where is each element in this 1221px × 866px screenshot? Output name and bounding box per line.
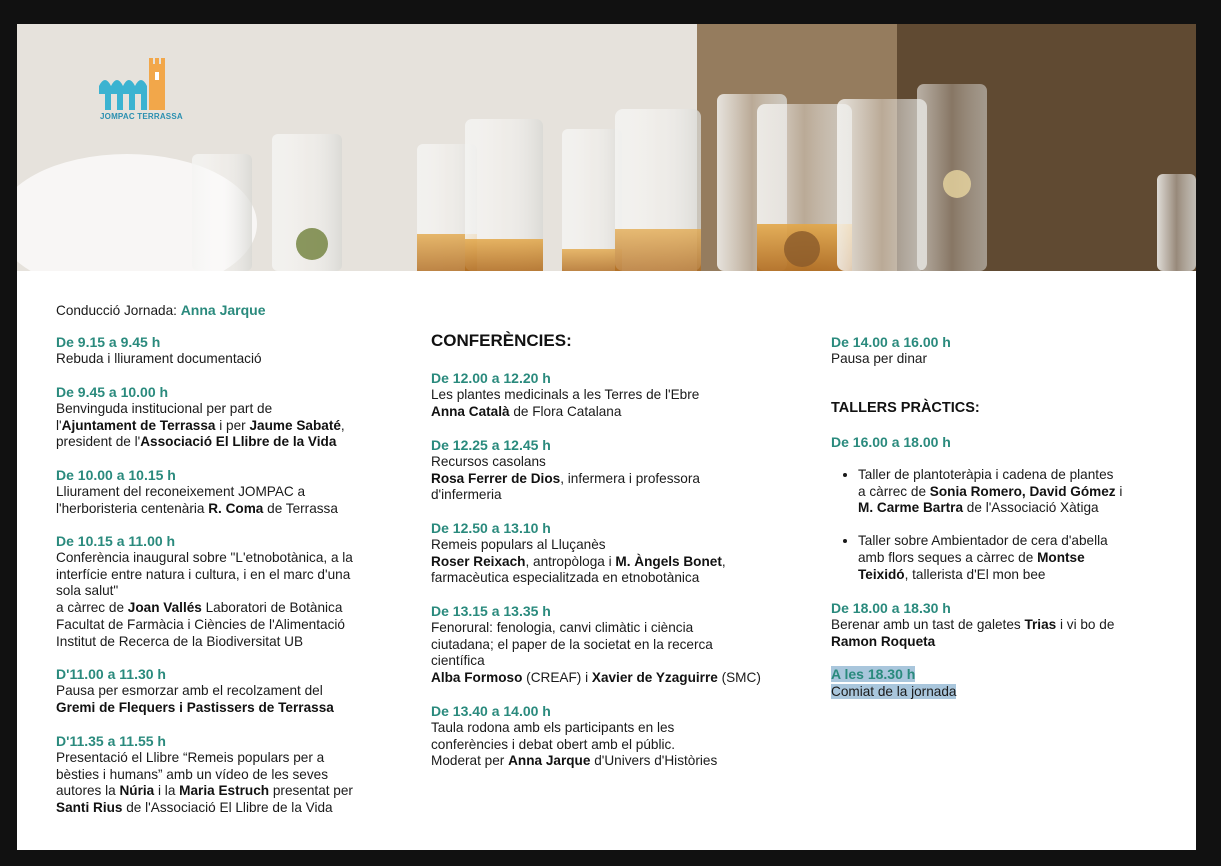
program-page (17, 24, 1196, 850)
block-1800 (831, 600, 1161, 650)
time-label: De 12.50 a 13.10 h (431, 520, 551, 536)
block-text: l'herboristeria centenària R. Coma de Terrassa (56, 500, 338, 516)
conduccio-name: Anna Jarque (180, 302, 266, 318)
conf-1200 (431, 370, 791, 420)
block-text: Moderat per Anna Jarque d'Univers d'Històries (431, 753, 718, 769)
time-label: D'11.35 a 11.55 h (56, 733, 166, 749)
time-label: De 18.00 a 18.30 h (831, 600, 951, 616)
block-text: Institut de Recerca de la Biodiversitat UB (56, 633, 304, 649)
block-text: Santi Rius de l'Associació El Llibre de la Vida (56, 800, 333, 816)
time-label: De 10.15 a 11.00 h (56, 533, 176, 549)
time-label: De 13.40 a 14.00 h (431, 703, 551, 719)
block-text: Roser Reixach, antropòloga i M. Àngels Bonet, (431, 553, 726, 569)
block-text: Pausa per dinar (831, 350, 927, 366)
block-0945 (56, 384, 396, 451)
block-text: autores la Núria i la Maria Estruch presentat per (56, 783, 353, 799)
workshop-item: • Taller de plantoteràpia i cadena de plantes a càrrec de Sonia Romero, David Gómez i M. Carme Bartra de l'Associació Xàtiga (858, 467, 1161, 517)
logo-text: JOMPAC TERRASSA (100, 112, 183, 121)
conferencies-heading: CONFERÈNCIES: (431, 331, 572, 350)
block-text: Rebuda i lliurament documentació (56, 350, 262, 366)
block-text: Berenar amb un tast de galetes Trias i vi bo de (831, 616, 1115, 632)
block-text: d'infermeria (431, 487, 502, 503)
time-label: D'11.00 a 11.30 h (56, 666, 166, 682)
tallers-heading: TALLERS PRÀCTICS: (831, 400, 980, 416)
block-text: Benvinguda institucional per part de (56, 400, 273, 416)
block-1600 (831, 434, 1161, 600)
block-1015 (56, 533, 396, 651)
block-text: Facultat de Farmàcia i Ciències de l'Alimentació (56, 616, 345, 632)
block-text: Anna Català de Flora Catalana (431, 403, 622, 419)
block-text: Conferència inaugural sobre "L'etnobotànica, a la (56, 549, 353, 565)
block-0915 (56, 334, 396, 368)
conduccio-line (56, 302, 396, 320)
hero-photo-bottles (17, 24, 1196, 271)
block-text: conferències i debat obert amb el públic. (431, 736, 676, 752)
block-text: l'Ajuntament de Terrassa i per Jaume Sabaté, (56, 417, 345, 433)
time-label: De 12.25 a 12.45 h (431, 437, 551, 453)
block-text: interfície entre natura i cultura, i en el marc d'una (56, 566, 351, 582)
block-1830 (831, 666, 1161, 701)
block-text: Rosa Ferrer de Dios, infermera i professora (431, 470, 700, 486)
conduccio-label: Conducció Jornada: (56, 303, 181, 318)
bottles-illustration (17, 24, 1196, 271)
block-text: bèsties i humans” amb un vídeo de les seves (56, 766, 329, 782)
block-text: Remeis populars al Lluçanès (431, 536, 606, 552)
block-text: Pausa per esmorzar amb el recolzament del (56, 682, 323, 698)
block-text: Taula rodona amb els participants en les (431, 719, 675, 735)
block-1400 (831, 334, 1161, 368)
time-label: De 13.15 a 13.35 h (431, 603, 551, 619)
conf-1340 (431, 703, 791, 770)
block-text: Ramon Roqueta (831, 633, 936, 649)
time-label: De 9.45 a 10.00 h (56, 384, 169, 400)
block-text: sola salut" (56, 583, 119, 599)
block-text: Alba Formoso (CREAF) i Xavier de Yzaguirre (SMC) (431, 670, 761, 686)
conf-1225 (431, 437, 791, 504)
time-label: De 12.00 a 12.20 h (431, 370, 551, 386)
workshop-item: • Taller sobre Ambientador de cera d'abella amb flors seques a càrrec de Montse Teixidó, tallerista d'El mon bee (858, 533, 1161, 583)
time-label: De 10.00 a 10.15 h (56, 467, 176, 483)
block-text: científica (431, 653, 485, 669)
block-text: Lliurament del reconeixement JOMPAC a (56, 483, 306, 499)
block-1000 (56, 467, 396, 517)
block-text: Les plantes medicinals a les Terres de l'Ebre (431, 386, 700, 402)
time-label: A les 18.30 h (831, 666, 916, 682)
conf-1250 (431, 520, 791, 587)
time-label: De 9.15 a 9.45 h (56, 334, 161, 350)
block-1100 (56, 666, 396, 716)
time-label: De 16.00 a 18.00 h (831, 434, 951, 450)
block-text: Comiat de la jornada (831, 683, 957, 699)
time-label: De 14.00 a 16.00 h (831, 334, 951, 350)
block-text: Recursos casolans (431, 453, 546, 469)
conf-1315 (431, 603, 791, 687)
workshop-list (831, 467, 1161, 584)
block-text: president de l'Associació El Llibre de la Vida (56, 434, 337, 450)
block-text: Gremi de Flequers i Pastissers de Terrassa (56, 699, 334, 715)
block-text: a càrrec de Joan Vallés Laboratori de Botànica (56, 600, 343, 616)
block-text: ciutadana; el paper de la societat en la recerca (431, 636, 713, 652)
block-1135 (56, 733, 396, 817)
block-text: Fenorural: fenologia, canvi climàtic i ciència (431, 619, 694, 635)
block-text: Presentació el Llibre “Remeis populars per a (56, 749, 325, 765)
block-text: farmacèutica especialitzada en etnobotànica (431, 570, 700, 586)
